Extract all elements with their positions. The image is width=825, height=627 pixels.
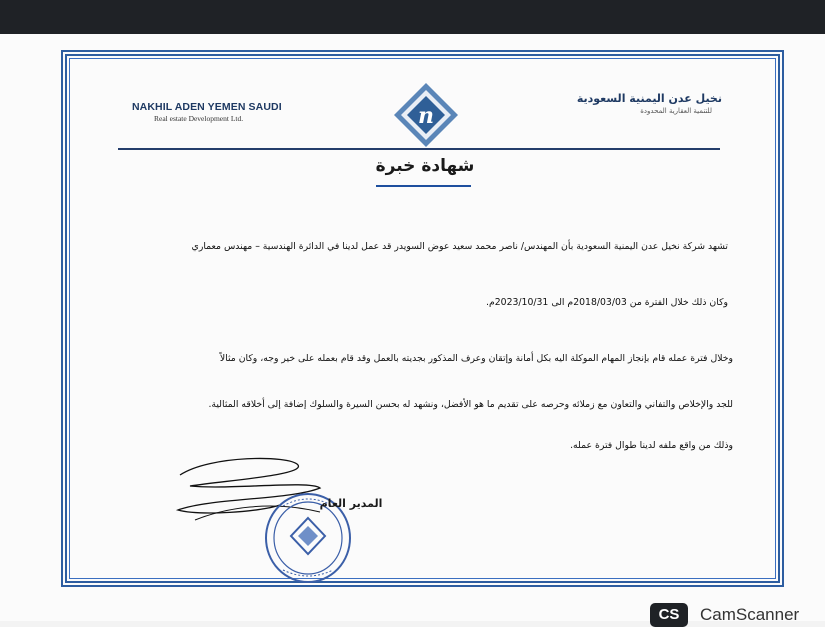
body-line-5: وذلك من واقع ملفه لدينا طوال فترة عمله.: [570, 440, 733, 451]
body-line-1: تشهد شركة نخيل عدن اليمنية السعودية بأن المهندس/ ناصر محمد سعيد عوض السويدر قد عمل لدينا في الدائرة الهندسية – مهندس معماري: [191, 241, 728, 252]
title-underline: [376, 185, 471, 187]
company-name-arabic: [562, 92, 722, 115]
official-stamp: [263, 478, 353, 586]
camscanner-watermark: CamScanner: [700, 605, 800, 624]
company-subtitle-en: Real estate Development Ltd.: [154, 114, 244, 123]
document-title: شهادة خبرة: [375, 156, 475, 176]
logo-letter: n: [418, 103, 434, 129]
camscanner-logo-icon: CS: [650, 603, 688, 627]
body-line-3: وخلال فترة عمله قام بإنجاز المهام الموكلة اليه بكل أمانة وإتقان وعرف المذكور بجديته بالعمل وقد قام بعمله على خير وجه، وكان مثالاً: [219, 353, 733, 364]
company-name-en: NAKHIL ADEN YEMEN SAUDI: [132, 101, 282, 113]
signatory-title: المدير العام: [319, 497, 383, 510]
company-name-english: [132, 101, 282, 123]
body-line-4: للجد والإخلاص والتفاني والتعاون مع زملائه وحرصه على تقديم ما هو الأفضل، ونشهد له بحسن السيرة والسلوك إضافة إلى أخلاقه المثالية.: [208, 399, 733, 410]
company-logo: [393, 82, 459, 148]
body-line-2: وكان ذلك خلال الفترة من 2018/03/03م الى 2023/10/31م.: [486, 297, 728, 308]
top-bar: [0, 0, 825, 34]
company-name-ar: نخيل عدن اليمنية السعودية: [576, 92, 722, 105]
header-divider: [118, 148, 720, 150]
company-subtitle-ar: للتنمية العقارية المحدودة: [640, 107, 712, 115]
